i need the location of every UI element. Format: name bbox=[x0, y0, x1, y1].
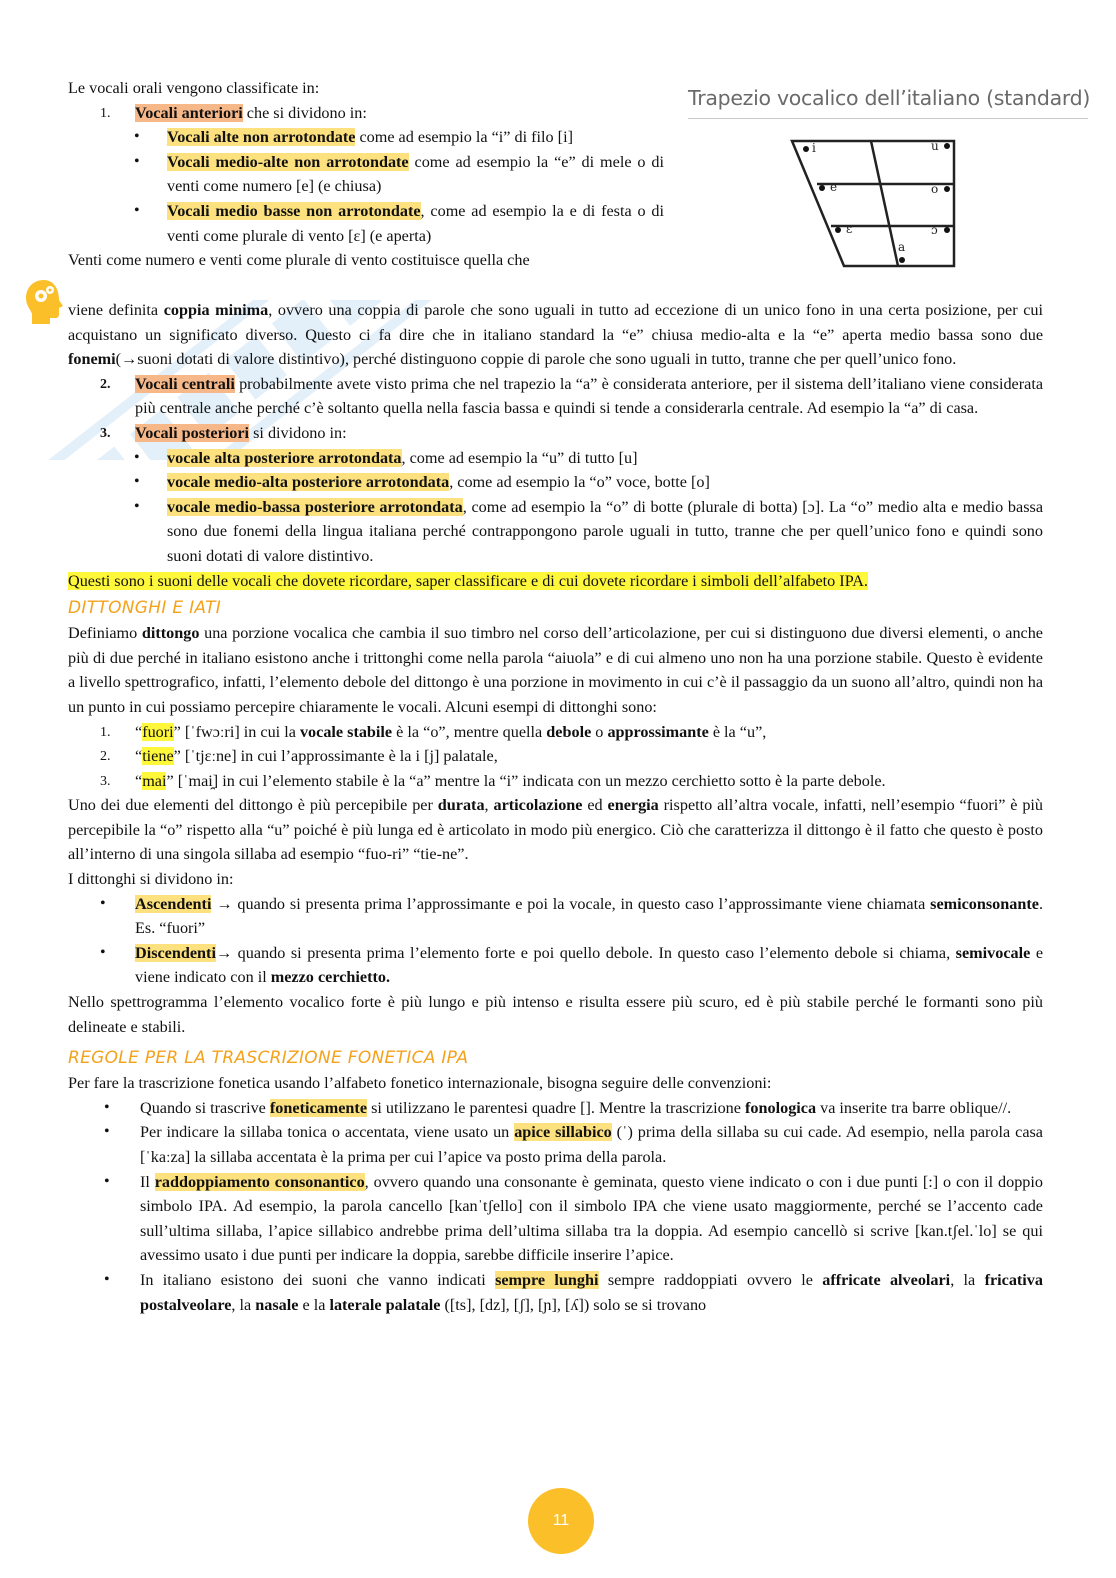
highlight-term: Vocali alte non arrotondate bbox=[167, 128, 356, 147]
text-run: Il bbox=[140, 1172, 155, 1191]
item-text: probabilmente avete visto prima che nel trapezio la “a” è considerata anteriore, per il sistema dell’italiano viene considerata più centrale anche perché c’è soltanto quella nella fascia bassa e quindi si tende a considerarla centrale. Ad esempio la “a” di casa. bbox=[135, 374, 1043, 418]
highlight-term: Ascendenti bbox=[135, 894, 212, 913]
bullet: • bbox=[134, 128, 140, 146]
term-bold: articolazione bbox=[493, 796, 583, 815]
example-item bbox=[68, 769, 1043, 794]
heading-dittonghi: DITTONGHI E IATI bbox=[68, 598, 222, 619]
text-run: Uno dei due elementi del dittongo è più percepibile per bbox=[68, 796, 438, 815]
bullet: • bbox=[104, 1172, 110, 1190]
label-open-o: ɔ bbox=[931, 223, 938, 237]
bullet: • bbox=[134, 497, 140, 515]
text-run: ” [ˈfwɔːri] in cui la bbox=[173, 722, 300, 741]
list-item bbox=[68, 470, 1043, 495]
trapezium-diagram bbox=[788, 138, 958, 278]
vowel-trapezium-figure bbox=[688, 86, 1091, 276]
item-text: si dividono in: bbox=[249, 423, 347, 442]
category-centrali bbox=[68, 372, 1043, 421]
spettrogramma-paragraph: Nello spettrogramma l’elemento vocalico forte è più lungo e più intenso e risulta essere più scuro, ed è più stabile perché le formanti sono più delineate e stabili. bbox=[68, 993, 1043, 1036]
term-bold: mezzo cerchietto. bbox=[270, 968, 390, 987]
bullet: • bbox=[104, 1270, 110, 1288]
text-run: , perché distinguono coppie di parole che sono uguali in tutto, tranne che per quell’unico fono. bbox=[344, 350, 957, 369]
text-run: In italiano esistono dei suoni che vanno indicati bbox=[140, 1270, 496, 1289]
category-posteriori bbox=[68, 421, 1043, 446]
text-run: Per indicare la sillaba tonica o accentata, viene usato un bbox=[140, 1123, 515, 1142]
intro-line: Le vocali orali vengono classificate in: bbox=[68, 79, 320, 97]
bullet: • bbox=[104, 1123, 110, 1141]
term-bold: fonemi bbox=[68, 350, 116, 369]
list-number: 3. bbox=[100, 425, 111, 441]
item-text: come ad esempio la “i” di filo [i] bbox=[355, 128, 573, 147]
highlight-term: raddoppiamento consonantico bbox=[154, 1172, 365, 1191]
list-item bbox=[68, 446, 1043, 471]
text-run: quando si presenta prima l’elemento forte e poi quello debole. In questo caso l’elemento debole si chiama, bbox=[237, 943, 956, 962]
figure-divider bbox=[688, 118, 1088, 119]
text-run: ed bbox=[582, 796, 608, 815]
highlight-term: sempre lunghi bbox=[495, 1270, 599, 1289]
list-item bbox=[68, 199, 664, 248]
term-bold: dittongo bbox=[141, 624, 200, 643]
arrow-icon: → bbox=[211, 894, 238, 913]
highlight-term: Vocali medio-alte non arrotondate bbox=[167, 152, 409, 171]
text-run: (→suoni dotati di valore distintivo) bbox=[115, 350, 345, 369]
item-text: , come ad esempio la “u” di tutto [u] bbox=[401, 448, 638, 467]
list-number: 2. bbox=[100, 376, 111, 392]
term-bold: affricate alveolari bbox=[822, 1270, 951, 1289]
term-bold: approssimante bbox=[607, 722, 709, 741]
text-run: , la bbox=[231, 1295, 256, 1314]
rule-item bbox=[68, 1170, 1043, 1268]
text-run: è la “u”, bbox=[708, 722, 767, 741]
term-bold: durata bbox=[437, 796, 485, 815]
bullet: • bbox=[134, 201, 140, 219]
list-number: 1. bbox=[100, 105, 111, 121]
bullet: • bbox=[104, 1098, 110, 1116]
item-text: , come ad esempio la “o” di botte (plurale di botta) [ɔ]. La “o” medio alta e medio bassa sono due fonemi della lingua italiana perché contrappongono parole uguali in tutto, tranne che per quell’unico fono e quindi sono suoni dotati di valore distintivo. bbox=[167, 497, 1043, 565]
list-number: 2. bbox=[100, 749, 111, 765]
rules-intro: Per fare la trascrizione fonetica usando l’alfabeto fonetico internazionale, bisogna seguire delle convenzioni: bbox=[68, 1074, 772, 1093]
bullet: • bbox=[134, 448, 140, 466]
text-run: , ovvero una coppia di parole che sono uguali in tutto ad eccezione di un unico fono in una certa posizione, per cui acquistano un significato diverso. Questo ci fa dire che in italiano standard la “e” chiusa medio-alta e la “e” aperta medio bassa sono due bbox=[68, 301, 1043, 344]
bullet: • bbox=[100, 894, 106, 912]
list-number: 1. bbox=[100, 724, 111, 740]
text-run: una porzione vocalica che cambia il suo timbro nel corso dell’articolazione, per cui si distinguono due diversi elementi, o anche più di due perché in italiano esistono anche i trittonghi come nella parola “aiuola” e di cui almeno uno non ha una porzione stabile. Questo è evidente a livello spettrografico, infatti, l’elemento debole del dittongo è una porzione in movimento in cui c’è il passaggio da un suono all’altro, quindi non ha un punto in cui possiamo percepire chiaramente le vocali. Alcuni esempi di dittonghi sono: bbox=[68, 624, 1043, 716]
label-o: o bbox=[931, 182, 939, 196]
rule-item bbox=[68, 1120, 1043, 1169]
text-run: “ bbox=[135, 722, 143, 741]
highlight-term: Vocali medio basse non arrotondate bbox=[167, 201, 421, 220]
text-run: viene definita bbox=[68, 301, 164, 319]
bullet: • bbox=[100, 943, 106, 961]
list-item bbox=[68, 495, 1043, 569]
label-u: u bbox=[931, 139, 939, 153]
summary-highlight: Questi sono i suoni delle vocali che dovete ricordare, saper classificare e di cui dovete ricordare i simboli dell’alfabeto IPA. bbox=[68, 571, 868, 590]
example-word: mai bbox=[142, 771, 167, 790]
list-item bbox=[68, 125, 664, 150]
label-e: e bbox=[830, 180, 838, 194]
text-run: quando si presenta prima l’approssimante e poi la vocale, in questo caso l’approssimante viene chiamata bbox=[237, 894, 931, 913]
text-run: va inserite tra barre oblique//. bbox=[816, 1098, 1012, 1117]
label-eps: ɛ bbox=[846, 222, 853, 236]
text-run: è la “o”, mentre quella bbox=[392, 722, 547, 741]
text-run: “ bbox=[135, 747, 143, 766]
head-gear-icon bbox=[24, 278, 64, 326]
figure-title: Trapezio vocalico dell’italiano (standard) bbox=[688, 86, 1091, 110]
text-run: (ˈ) prima della sillaba su cui cade. Ad esempio, nella parola casa [ˈkaːza] la sillaba accentata è la prima per cui l’apice va posto prima della parola. bbox=[140, 1123, 1043, 1166]
term-bold: debole bbox=[546, 722, 592, 741]
term-bold: semivocale bbox=[955, 943, 1031, 962]
example-word: fuori bbox=[142, 722, 174, 741]
text-run: ” [ˈmai̯] in cui l’elemento stabile è la “a” mentre la “i” indicata con un mezzo cerchietto sotto è la parte debole. bbox=[166, 771, 886, 790]
coppia-minima-first-line: Venti come numero e venti come plurale di vento costituisce quella che bbox=[68, 251, 530, 270]
item-text: come ad esempio la “e” di mele o di venti come numero [e] (e chiusa) bbox=[167, 152, 664, 196]
text-run: Quando si trascrive bbox=[140, 1098, 270, 1117]
item-text: che si dividono in: bbox=[242, 103, 367, 122]
highlight-term: Discendenti bbox=[135, 943, 216, 962]
text-run: , ovvero quando una consonante è geminata, questo viene indicato o con i due punti [:] o con il doppio simbolo IPA. Ad esempio, la parola cancello [kanˈtʃello] con il simbolo IPA che viene usato maggiormente, perché se l’accento cade sull’ultima sillaba, l’apice sillabico andrebbe prima dell’ultima sillaba tra la doppia. Ad esempio cancellò si scrive [kan.tʃel.ˈlo] se qui avessimo usato i due punti per indicare la doppia, sarebbe difficile inserire l’apice. bbox=[140, 1172, 1043, 1265]
rule-item bbox=[68, 1268, 1043, 1317]
term-bold: fonologica bbox=[745, 1098, 817, 1117]
text-run: Definiamo bbox=[68, 624, 142, 643]
highlight-term: Vocali posteriori bbox=[135, 423, 250, 442]
example-item bbox=[68, 744, 1043, 769]
term-bold: semiconsonante bbox=[930, 894, 1039, 913]
text-run: e la bbox=[298, 1295, 330, 1314]
highlight-term: apice sillabico bbox=[514, 1123, 612, 1142]
list-item-discendenti bbox=[68, 941, 1043, 990]
text-run: “ bbox=[135, 771, 143, 790]
text-run: ([ts], [dz], [ʃ], [ɲ], [ʎ]) solo se si trovano bbox=[440, 1295, 707, 1314]
bullet: • bbox=[134, 152, 140, 170]
label-i: i bbox=[812, 141, 816, 155]
coppia-minima-paragraph bbox=[68, 298, 1043, 372]
highlight-term: Vocali centrali bbox=[135, 374, 235, 393]
body-text bbox=[68, 298, 1043, 1317]
vowel-classification-top bbox=[68, 76, 664, 273]
text-run: , la bbox=[950, 1270, 985, 1289]
list-item bbox=[68, 150, 664, 199]
term-bold: energia bbox=[607, 796, 659, 815]
term-bold: laterale palatale bbox=[329, 1295, 441, 1314]
term-bold: nasale bbox=[255, 1295, 299, 1314]
text-run: sempre raddoppiati ovvero le bbox=[598, 1270, 823, 1289]
list-item-ascendenti bbox=[68, 892, 1043, 941]
highlight-term: foneticamente bbox=[269, 1098, 368, 1117]
dittongo-definition bbox=[68, 621, 1043, 719]
highlight-term: Vocali anteriori bbox=[135, 103, 243, 122]
example-word: tiene bbox=[142, 747, 174, 766]
highlight-term: vocale medio-alta posteriore arrotondata bbox=[167, 473, 450, 492]
item-text: , come ad esempio la “o” voce, botte [o] bbox=[449, 473, 710, 492]
text-run: . Es. “fuori” bbox=[135, 894, 1044, 938]
text-run: e viene indicato con il bbox=[135, 943, 1044, 987]
bullet: • bbox=[134, 473, 140, 491]
page-number: 11 bbox=[528, 1488, 594, 1554]
term-bold: vocale stabile bbox=[299, 722, 393, 741]
term-bold: fricativa postalveolare bbox=[140, 1270, 1043, 1314]
dittongo-paragraph-2 bbox=[68, 793, 1043, 867]
text-run: ” [ˈtjɛːne] in cui l’approssimante è la i [j] palatale, bbox=[173, 747, 498, 766]
dittonghi-divisione: I dittonghi si dividono in: bbox=[68, 870, 234, 889]
text-run: rispetto all’altra vocale, infatti, nell’esempio “fuori” è più percepibile la “o” rispetto alla “u” poiché è più lunga ed è articolato in modo più energico. Ciò che caratterizza il dittongo è il fatto che questo è posto all’interno di una singola sillaba ad esempio “fuo-ri” “tie-ne”. bbox=[68, 796, 1044, 864]
list-number: 3. bbox=[100, 773, 111, 789]
text-run: si utilizzano le parentesi quadre []. Mentre la trascrizione bbox=[367, 1098, 746, 1117]
rule-item bbox=[68, 1096, 1043, 1121]
heading-regole-ipa: REGOLE PER LA TRASCRIZIONE FONETICA IPA bbox=[68, 1048, 469, 1069]
summary-line bbox=[68, 569, 1043, 594]
term-bold: coppia minima bbox=[163, 301, 269, 319]
text-run: o bbox=[591, 722, 608, 741]
highlight-term: vocale medio-bassa posteriore arrotondata bbox=[167, 497, 463, 516]
text-run: , bbox=[484, 796, 494, 815]
label-a: a bbox=[898, 240, 906, 254]
example-item bbox=[68, 720, 1043, 745]
arrow-icon: → bbox=[215, 943, 238, 962]
item-text: , come ad esempio la e di festa o di venti come plurale di vento [ɛ] (e aperta) bbox=[167, 201, 664, 245]
category-anteriori bbox=[68, 101, 664, 126]
highlight-term: vocale alta posteriore arrotondata bbox=[167, 448, 402, 467]
